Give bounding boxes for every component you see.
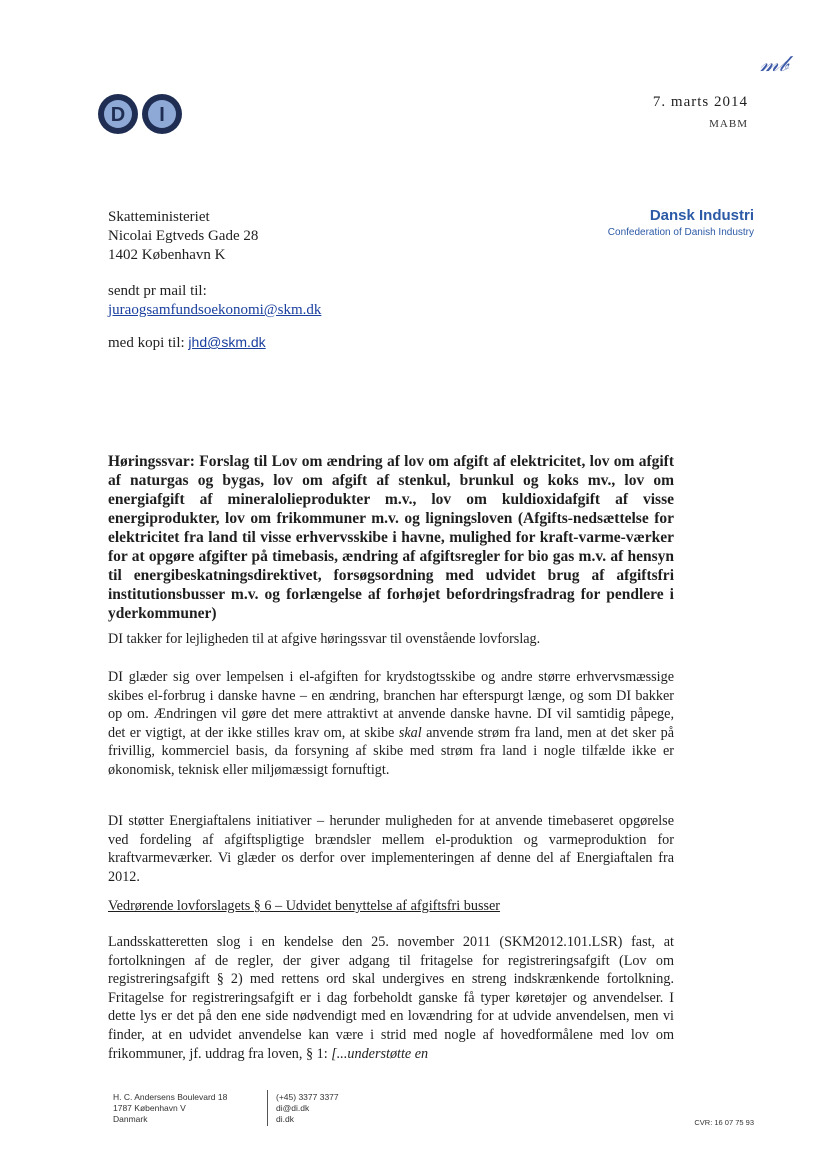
recipient-line-3: 1402 København K: [108, 247, 226, 263]
paragraph-4: [108, 933, 674, 1063]
paragraph-4-quote: [...understøtte en: [331, 1045, 429, 1062]
mail-label: sendt pr mail til:: [108, 283, 207, 299]
footer-address-line-2: 1787 København V: [113, 1103, 186, 1113]
copy-label: med kopi til:: [108, 335, 185, 351]
paragraph-2-part-b: anvende strøm fra land, men at det sker på frivillig, kommerciel basis, da forsyning af skibe med strøm fra land i nogle tilfælde ikke er økonomisk, teknisk eller miljømæssigt fornuftigt.: [108, 724, 675, 778]
footer-address: [113, 1092, 227, 1125]
footer-web: di.dk: [276, 1114, 294, 1124]
footer-divider: [267, 1090, 268, 1126]
handwritten-initials: 𝓂𝒷: [760, 52, 789, 77]
logo-letter-i: I: [159, 104, 165, 126]
mail-block: [108, 282, 321, 320]
recipient-line-1: Skatteministeriet: [108, 209, 210, 225]
footer-address-line-3: Danmark: [113, 1114, 148, 1124]
paragraph-2: [108, 668, 674, 780]
paragraph-3: DI støtter Energiaftalens initiativer – herunder muligheden for at anvende timebaseret opgørelse ved fordeling af afgiftspligtige brændsler mellem el-produktion og varmeproduktion for kraftvarmeværker. Vi glæder os derfor over implementeringen af denne del af Energiaftalen fra 2012.: [108, 813, 674, 885]
mail-link[interactable]: juraogsamfundsoekonomi@skm.dk: [108, 302, 322, 318]
brand-subtitle: Confederation of Danish Industry: [607, 227, 754, 238]
brand-name: Dansk Industri: [649, 207, 754, 224]
footer-email: di@di.dk: [276, 1103, 310, 1113]
author-initials: MABM: [709, 118, 748, 130]
paragraph-2-emphasis: skal: [398, 724, 422, 741]
paragraph-2-part-a: DI glæder sig over lempelsen i el-afgiften for krydstogtsskibe og andre større erhvervsmæssige skibes el-forbrug i danske havne – en ændring, branchen har efterspurgt længe, og som DI bakker op om. Ændringen vil gøre det mere attraktivt at anvende danske havne. DI vil samtidig påpege, det er vigtigt, at der ikke stilles krav om, at skibe: [108, 669, 674, 741]
paragraph-4-text: Landsskatteretten slog i en kendelse den 25. november 2011 (SKM2012.101.LSR) fast, at fortolkningen af de regler, der giver adgang til fritagelse for registreringsafgift (Lov om registreringsafgift § 2) med rettens ord skal undergives en streng indskrænkende fortolkning. Fritagelse for registreringsafgift er i dag forbeholdt ganske få typer køretøjer og anvendelser. I dette lys er det på den ene side nødvendigt med en lovændring for at udvide anvendelsen, men vi finder, at en udvidet anvendelse kan være i strid med nogle af hovedformålene med lov om frikommuner, jf. uddrag fra loven, § 1:: [108, 934, 674, 1062]
section-heading: Vedrørende lovforslagets § 6 – Udvidet benyttelse af afgiftsfri busser: [108, 898, 501, 914]
brand-block: [608, 207, 754, 238]
footer-cvr: CVR: 16 07 75 93: [694, 1118, 754, 1127]
copy-link[interactable]: jhd@skm.dk: [188, 334, 266, 350]
di-logo: [96, 92, 186, 136]
recipient-address: [108, 208, 258, 265]
copy-block: [108, 334, 266, 352]
letter-subject: Høringssvar: Forslag til Lov om ændring af lov om afgift af elektricitet, lov om afgift af naturgas og bygas, lov om afgift af stenkul, brunkul og koks mv., lov om energiafgift af mineralolieprodukter m.v., lov om kuldioxidafgift af visse energiprodukter, lov om frikommuner m.v. og ligningsloven (Afgifts-nedsættelse for elektricitet fra land til visse erhvervsskibe i havne, mulighed for kraft-varme-værker for at opgøre afgifter på timebasis, ændring af afgiftsregler for bio gas m.v. af hensyn til energibeskatningsdirektivet, forsøgsordning med udvidet brug af afgiftsfri institutionsbusser m.v. og forlængelse af forhøjet befordringsfradrag for pendlere i yderkommuner): [108, 453, 674, 622]
logo-letter-d: D: [110, 104, 126, 126]
footer-address-line-1: H. C. Andersens Boulevard 18: [113, 1092, 228, 1102]
letter-date: 7. marts 2014: [652, 94, 748, 110]
paragraph-1: DI takker for lejligheden til at afgive høringssvar til ovenstående lovforslag.: [108, 631, 541, 647]
footer-contact: [276, 1092, 339, 1125]
recipient-line-2: Nicolai Egtveds Gade 28: [108, 228, 259, 244]
footer-phone: (+45) 3377 3377: [276, 1092, 339, 1102]
